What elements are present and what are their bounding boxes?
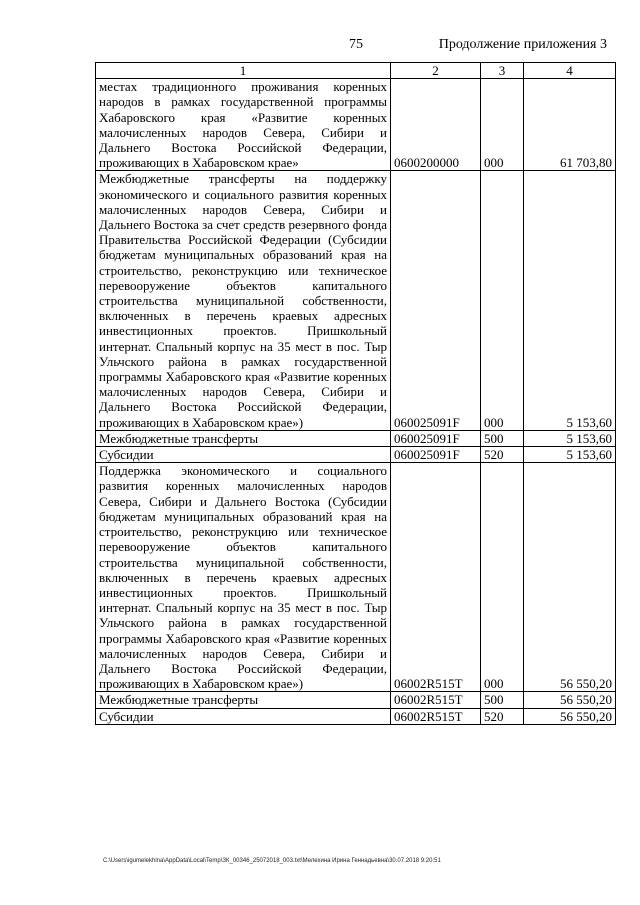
table-row [96,79,616,171]
row-code: 060025091F [391,430,481,446]
column-header: 3 [481,63,524,79]
row-description: Поддержка экономического и социального развития коренных малочисленных народов Севера, Сибири и Дальнего Востока (Субсидии бюджетам муниципальных образований края на строительство, реконструкцию или техническое перевооружение объектов капитального строительства муниципальной собственности, включенных в перечень краевых адресных инвестиционных проектов. Пришкольный интернат. Спальный корпус на 35 мест в пос. Тыр Ульчского района в рамках государственной программы Хабаровского края «Развитие коренных малочисленных народов Севера, Сибири и Дальнего Востока Российской Федерации, проживающих в Хабаровском крае») [96,463,391,692]
row-amount: 56 550,20 [524,463,616,692]
row-expense-type: 000 [481,79,524,171]
file-path-footer: C:\Users\igumelekhina\AppData\Local\Temp\ЗК_00346_25072018_003.txt\Мелехина Ирина Геннадьевна\30.07.2018 9:20:51 [103,858,441,864]
continuation-label: Продолжение приложения 3 [438,37,607,52]
row-amount: 56 550,20 [524,708,616,724]
row-expense-type: 520 [481,708,524,724]
column-header: 2 [391,63,481,79]
row-description: местах традиционного проживания коренных народов в рамках государственной программы Хабаровского края «Развитие коренных малочисленных народов Севера, Сибири и Дальнего Востока Российской Федерации, проживающих в Хабаровском крае» [96,79,391,171]
table-row [96,463,616,692]
row-description: Межбюджетные трансферты [96,430,391,446]
row-expense-type: 000 [481,463,524,692]
table-row [96,430,616,446]
row-description: Межбюджетные трансферты [96,692,391,708]
row-code: 060025091F [391,171,481,430]
row-description: Субсидии [96,447,391,463]
table-row [96,692,616,708]
column-header: 4 [524,63,616,79]
row-expense-type: 000 [481,171,524,430]
column-header: 1 [96,63,391,79]
row-code: 06002R515T [391,708,481,724]
row-amount: 5 153,60 [524,171,616,430]
row-code: 06002R515T [391,692,481,708]
row-amount: 56 550,20 [524,692,616,708]
table-row [96,171,616,430]
row-code: 06002R515T [391,463,481,692]
table-row [96,447,616,463]
page-number: 75 [349,37,363,52]
row-amount: 5 153,60 [524,447,616,463]
row-amount: 61 703,80 [524,79,616,171]
row-description: Субсидии [96,708,391,724]
row-expense-type: 520 [481,447,524,463]
row-expense-type: 500 [481,430,524,446]
row-expense-type: 500 [481,692,524,708]
table-row [96,708,616,724]
row-code: 060025091F [391,447,481,463]
row-code: 0600200000 [391,79,481,171]
row-amount: 5 153,60 [524,430,616,446]
table-header-row [96,63,616,79]
row-description: Межбюджетные трансферты на поддержку экономического и социального развития коренных малочисленных народов Севера, Сибири и Дальнего Востока за счет средств резервного фонда Правительства Российской Федерации (Субсидии бюджетам муниципальных образований края на строительство, реконструкцию или техническое перевооружение объектов капитального строительства муниципальной собственности, включенных в перечень краевых адресных инвестиционных проектов. Пришкольный интернат. Спальный корпус на 35 мест в пос. Тыр Ульчского района в рамках государственной программы Хабаровского края «Развитие коренных малочисленных народов Севера, Сибири и Дальнего Востока Российской Федерации, проживающих в Хабаровском крае») [96,171,391,430]
budget-table [95,62,616,725]
